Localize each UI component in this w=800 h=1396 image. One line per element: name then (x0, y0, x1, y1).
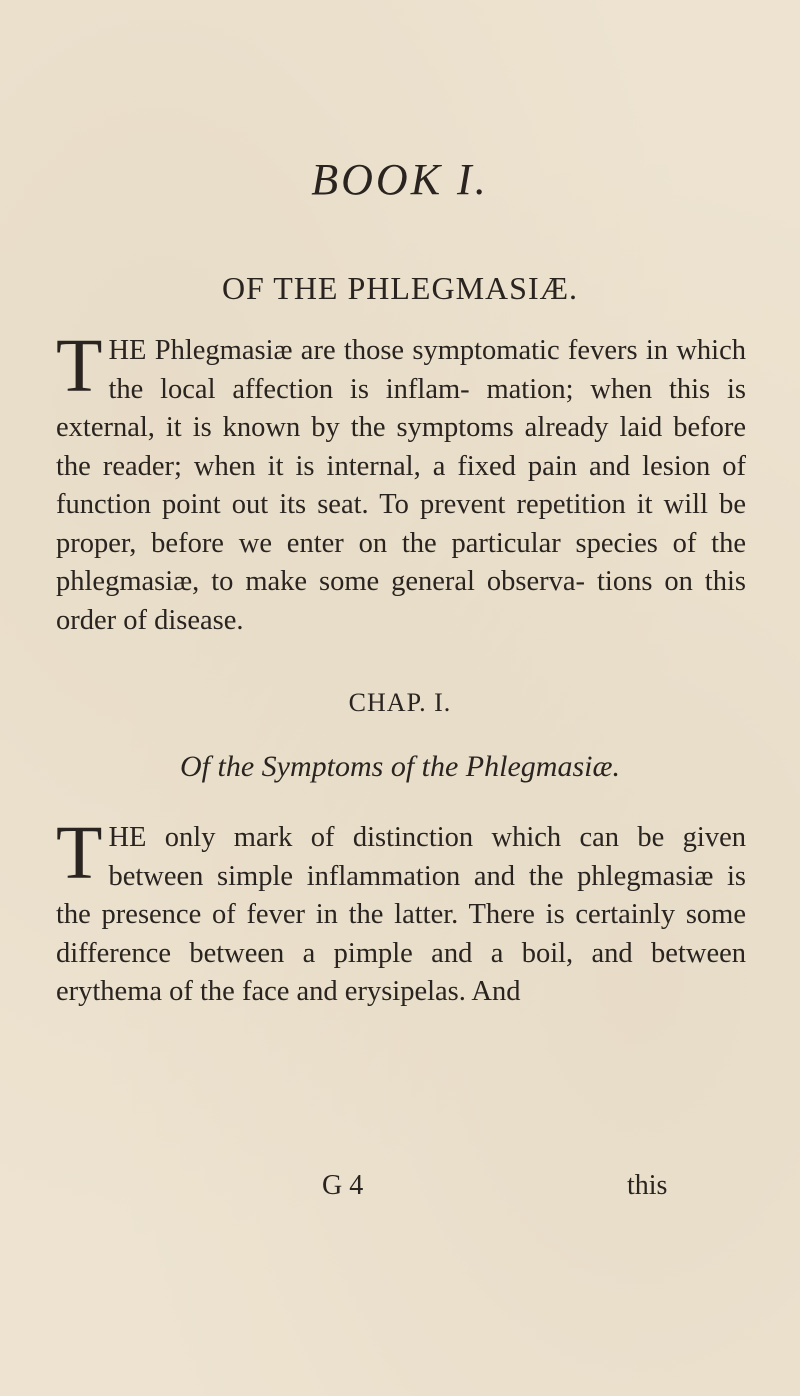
paragraph-chapter (56, 811, 746, 1012)
section-title: OF THE PHLEGMASIÆ. (221, 270, 579, 306)
drop-cap: T (56, 811, 103, 895)
paragraph-chapter-text: HE only mark of distinction which can be given between simple inflammation and the phlegmasiæ is the presence of fever in the latter. There is certainly some difference between a pimple and a boil, and between erythema of the face and erysipelas. And (56, 822, 746, 1007)
chapter-subtitle: Of the Symptoms of the Phlegmasiæ. (180, 750, 620, 783)
signature-mark: G 4 (322, 1170, 364, 1201)
drop-cap: T (56, 324, 103, 408)
paragraph-intro (56, 324, 746, 640)
chapter-heading: CHAP. I. (348, 688, 452, 717)
book-title: BOOK I. (311, 155, 489, 204)
paragraph-intro-text: HE Phlegmasiæ are those symptomatic fevers in which the local affection is inflam- mation; when this is external, it is known by the symptoms already laid before the reader; when it is internal, a fixed pain and lesion of function point out its seat. To prevent repetition it will be proper, before we enter on the particular species of the phlegmasiæ, to make some general observa- tions on this order of disease. (56, 335, 746, 636)
catchword: this (627, 1170, 668, 1201)
